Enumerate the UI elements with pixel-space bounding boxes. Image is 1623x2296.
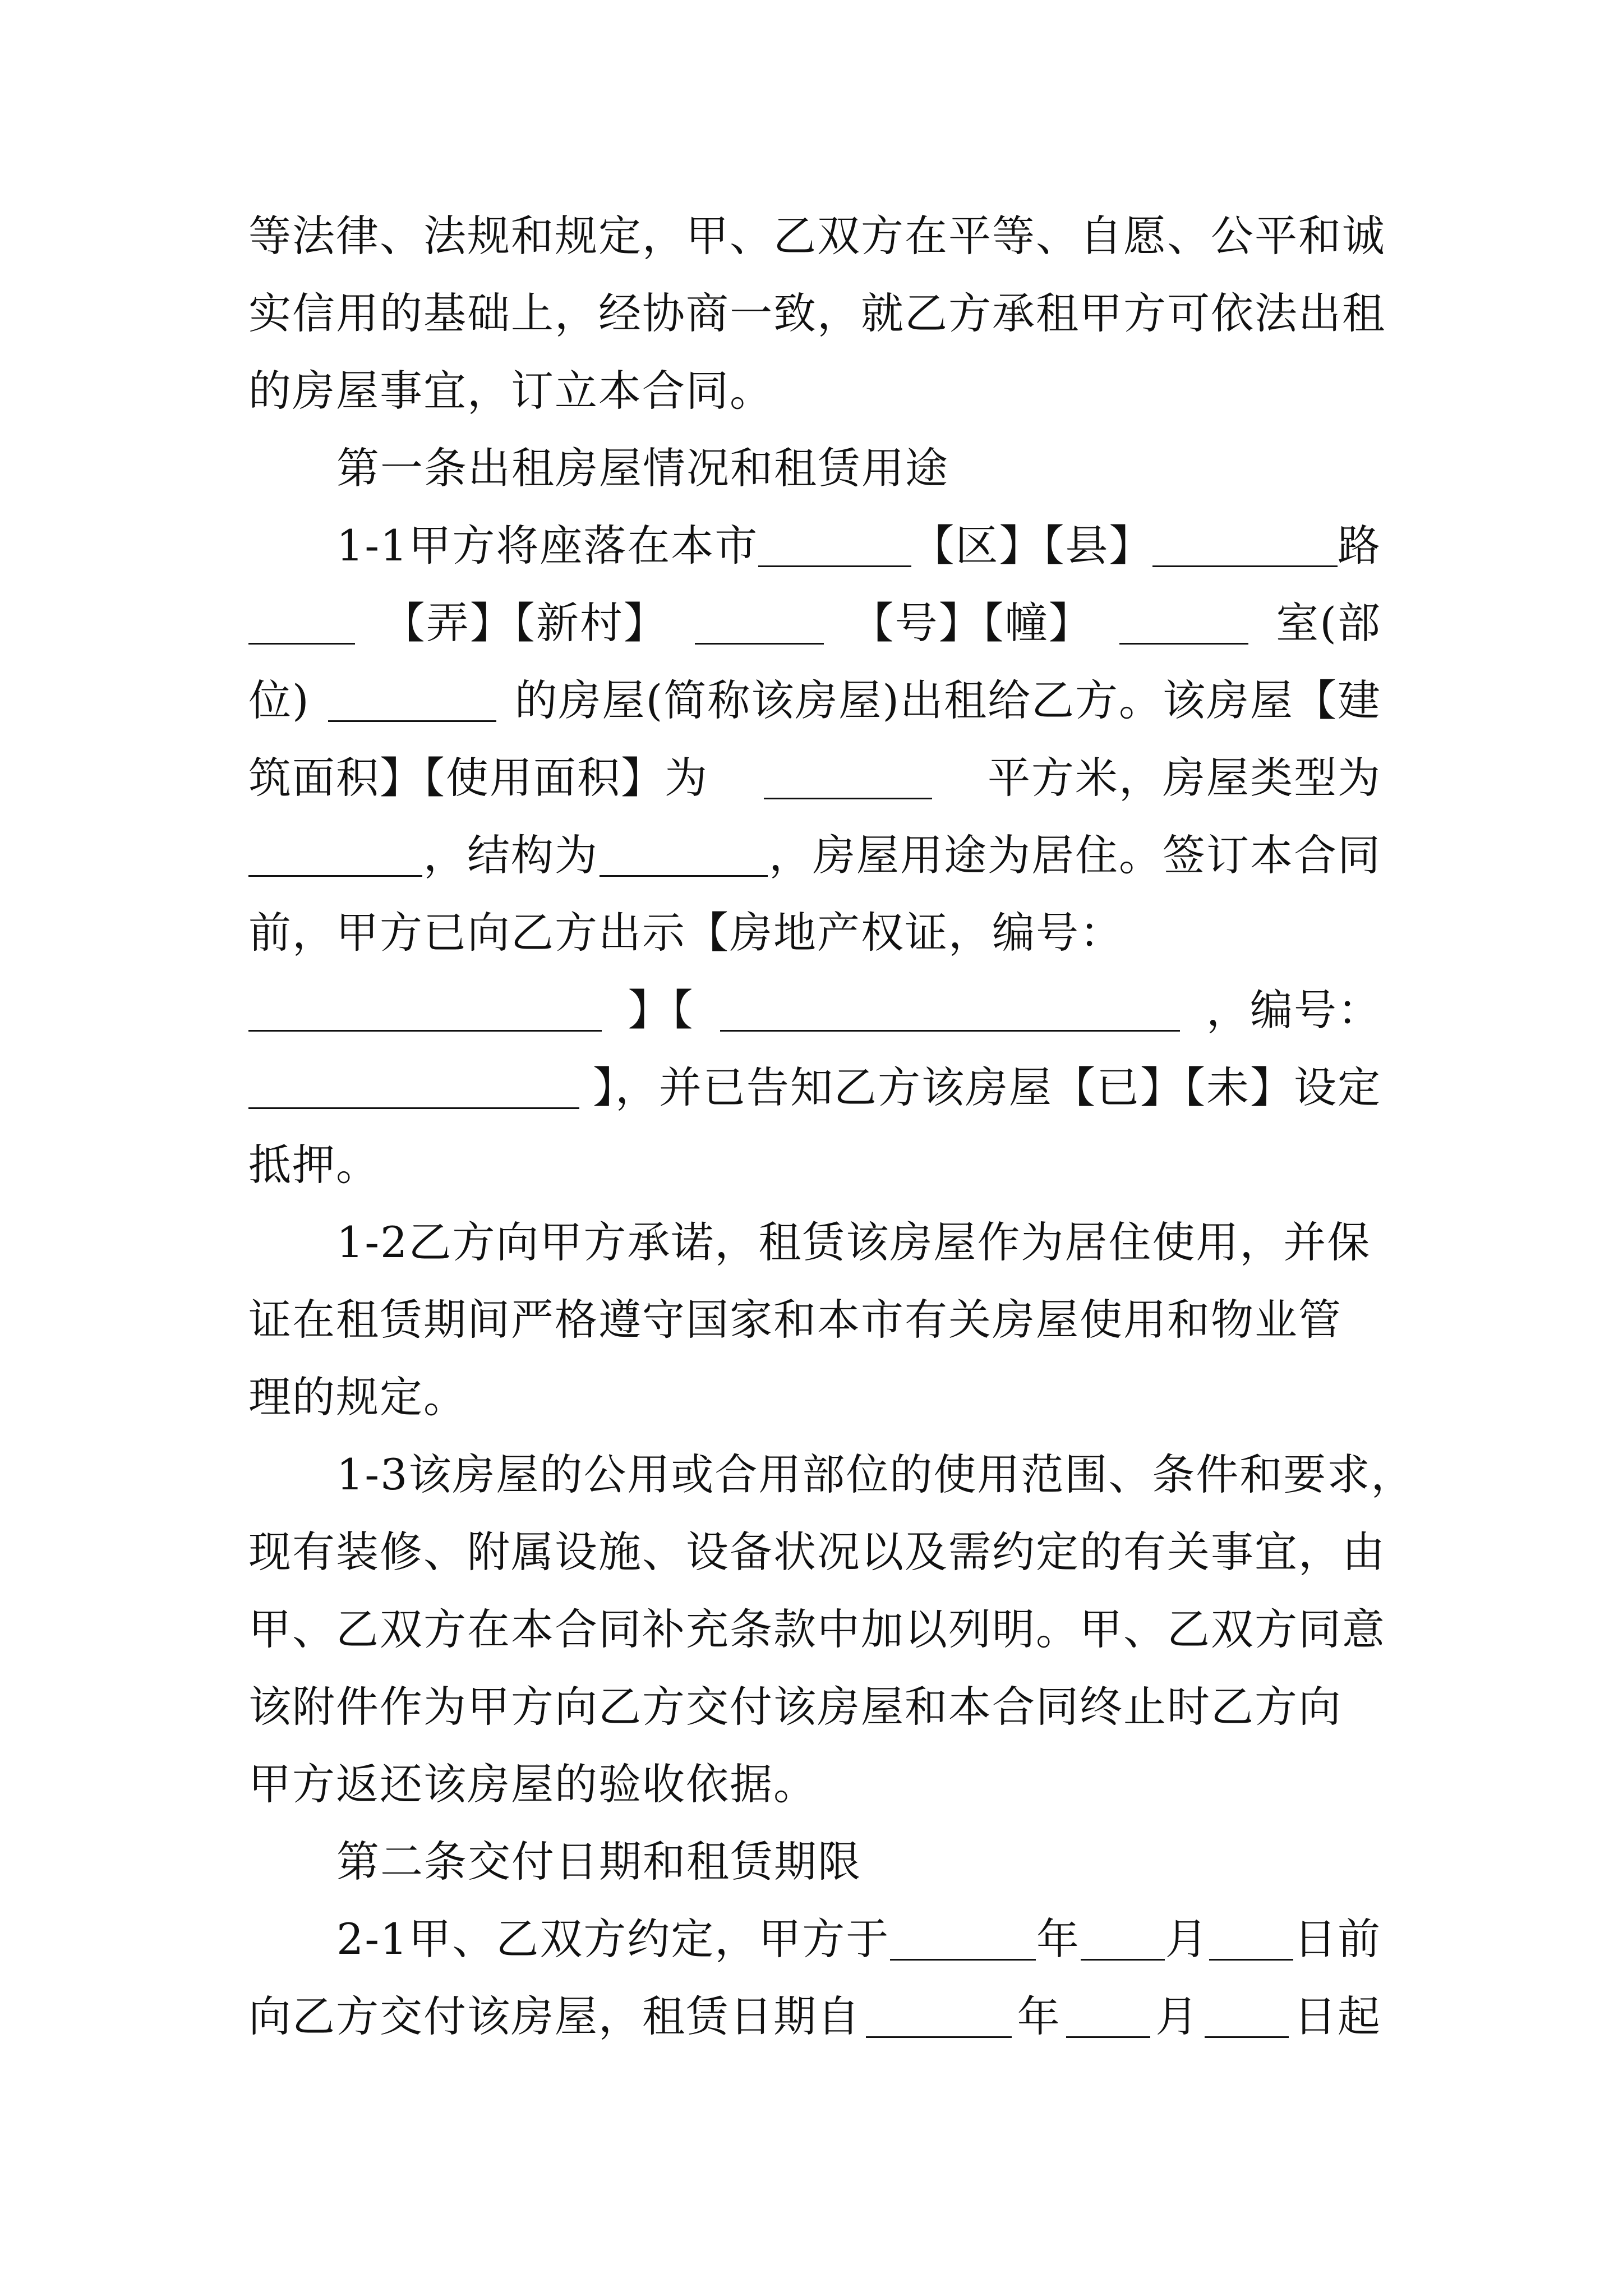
text-run: 该附件作为甲方向乙方交付该房屋和本合同终止时乙方向 bbox=[248, 1682, 1342, 1732]
text-run: 月 bbox=[1165, 1914, 1209, 1964]
text-line bbox=[248, 1682, 1381, 1732]
text-line bbox=[248, 1062, 1381, 1112]
fill-blank bbox=[1205, 2001, 1289, 2038]
text-line bbox=[248, 1140, 1381, 1190]
text-line bbox=[248, 598, 1381, 648]
text-line bbox=[336, 1217, 1381, 1267]
fill-blank bbox=[1119, 608, 1248, 645]
text-line bbox=[248, 1991, 1381, 2041]
text-line bbox=[248, 288, 1386, 338]
text-run: 【区】【县】 bbox=[911, 521, 1153, 570]
fill-blank bbox=[600, 840, 768, 877]
text-line bbox=[248, 1527, 1386, 1577]
text-line bbox=[248, 1372, 1381, 1422]
text-run: 现有装修、附属设施、设备状况以及需约定的有关事宜，由 bbox=[248, 1527, 1386, 1577]
text-run: 理的规定。 bbox=[248, 1372, 467, 1422]
text-line bbox=[336, 521, 1381, 570]
text-line bbox=[248, 366, 1381, 416]
text-run: 日前 bbox=[1293, 1914, 1381, 1964]
text-run: 证在租赁期间严格遵守国家和本市有关房屋使用和物业管 bbox=[248, 1295, 1342, 1345]
fill-blank bbox=[695, 608, 824, 645]
text-run: 日起 bbox=[1293, 1991, 1381, 2041]
fill-blank bbox=[1209, 1924, 1293, 1961]
text-run: 的房屋事宜，订立本合同。 bbox=[248, 366, 773, 416]
fill-blank bbox=[248, 995, 602, 1032]
text-run: ，房屋用途为居住。签订本合同 bbox=[769, 830, 1381, 880]
text-line bbox=[336, 1450, 1415, 1499]
fill-blank bbox=[1152, 531, 1338, 567]
fill-blank bbox=[720, 995, 1180, 1032]
heading-text: 第一条出租房屋情况和租赁用途 bbox=[336, 443, 949, 493]
article-heading bbox=[336, 1837, 1381, 1887]
fill-blank bbox=[328, 685, 496, 722]
text-line bbox=[248, 1604, 1386, 1654]
heading-text: 第二条交付日期和租赁期限 bbox=[336, 1837, 861, 1887]
fill-blank bbox=[1081, 1924, 1165, 1961]
text-run: 位) bbox=[248, 675, 310, 725]
text-line bbox=[248, 830, 1381, 880]
text-line bbox=[248, 985, 1381, 1035]
fill-blank bbox=[248, 608, 355, 645]
text-run: 的房屋(简称该房屋)出租给乙方。该房屋【建 bbox=[514, 675, 1381, 725]
text-run: 等法律、法规和规定，甲、乙双方在平等、自愿、公平和诚 bbox=[248, 211, 1386, 261]
text-run: ，结构为 bbox=[423, 830, 598, 880]
text-run: 平方米，房屋类型为 bbox=[988, 753, 1381, 803]
text-line bbox=[248, 211, 1386, 261]
text-line bbox=[248, 1759, 1381, 1809]
text-line bbox=[336, 1914, 1381, 1964]
text-run: 】，并已告知乙方该房屋【已】【未】设定 bbox=[593, 1062, 1381, 1112]
fill-blank bbox=[248, 840, 422, 877]
article-heading bbox=[336, 443, 1381, 493]
text-run: 2-1甲、乙双方约定，甲方于 bbox=[336, 1914, 890, 1964]
fill-blank bbox=[1066, 2001, 1150, 2038]
text-run: 1-1甲方将座落在本市 bbox=[336, 521, 759, 570]
text-run: 年 bbox=[1017, 1991, 1061, 2041]
text-run: ，编号： bbox=[1206, 985, 1381, 1035]
text-run: 【弄】【新村】 bbox=[382, 598, 667, 648]
text-run: 路 bbox=[1338, 521, 1381, 570]
fill-blank bbox=[248, 1073, 579, 1109]
fill-blank bbox=[866, 2001, 1012, 2038]
fill-blank bbox=[758, 531, 911, 567]
text-line bbox=[248, 908, 1381, 958]
text-run: 年 bbox=[1036, 1914, 1080, 1964]
fill-blank bbox=[764, 763, 932, 799]
text-run: 前，甲方已向乙方出示【房地产权证，编号： bbox=[248, 908, 1123, 958]
text-run: 甲、乙双方在本合同补充条款中加以列明。甲、乙双方同意 bbox=[248, 1604, 1386, 1654]
text-run: 室(部 bbox=[1276, 598, 1381, 648]
fill-blank bbox=[890, 1924, 1036, 1961]
text-line bbox=[248, 675, 1381, 725]
text-line bbox=[248, 1295, 1381, 1345]
text-run: 筑面积】【使用面积】为 bbox=[248, 753, 708, 803]
text-run: 1-3该房屋的公用或合用部位的使用范围、条件和要求， bbox=[336, 1450, 1415, 1499]
text-run: 月 bbox=[1155, 1991, 1200, 2041]
text-line bbox=[248, 753, 1381, 803]
text-run: 】【 bbox=[628, 985, 694, 1035]
text-run: 1-2乙方向甲方承诺，租赁该房屋作为居住使用，并保 bbox=[336, 1217, 1371, 1267]
text-run: 实信用的基础上，经协商一致，就乙方承租甲方可依法出租 bbox=[248, 288, 1386, 338]
text-run: 甲方返还该房屋的验收依据。 bbox=[248, 1759, 817, 1809]
text-run: 【号】【幢】 bbox=[851, 598, 1092, 648]
text-run: 抵押。 bbox=[248, 1140, 380, 1190]
text-run: 向乙方交付该房屋，租赁日期自 bbox=[248, 1991, 861, 2041]
